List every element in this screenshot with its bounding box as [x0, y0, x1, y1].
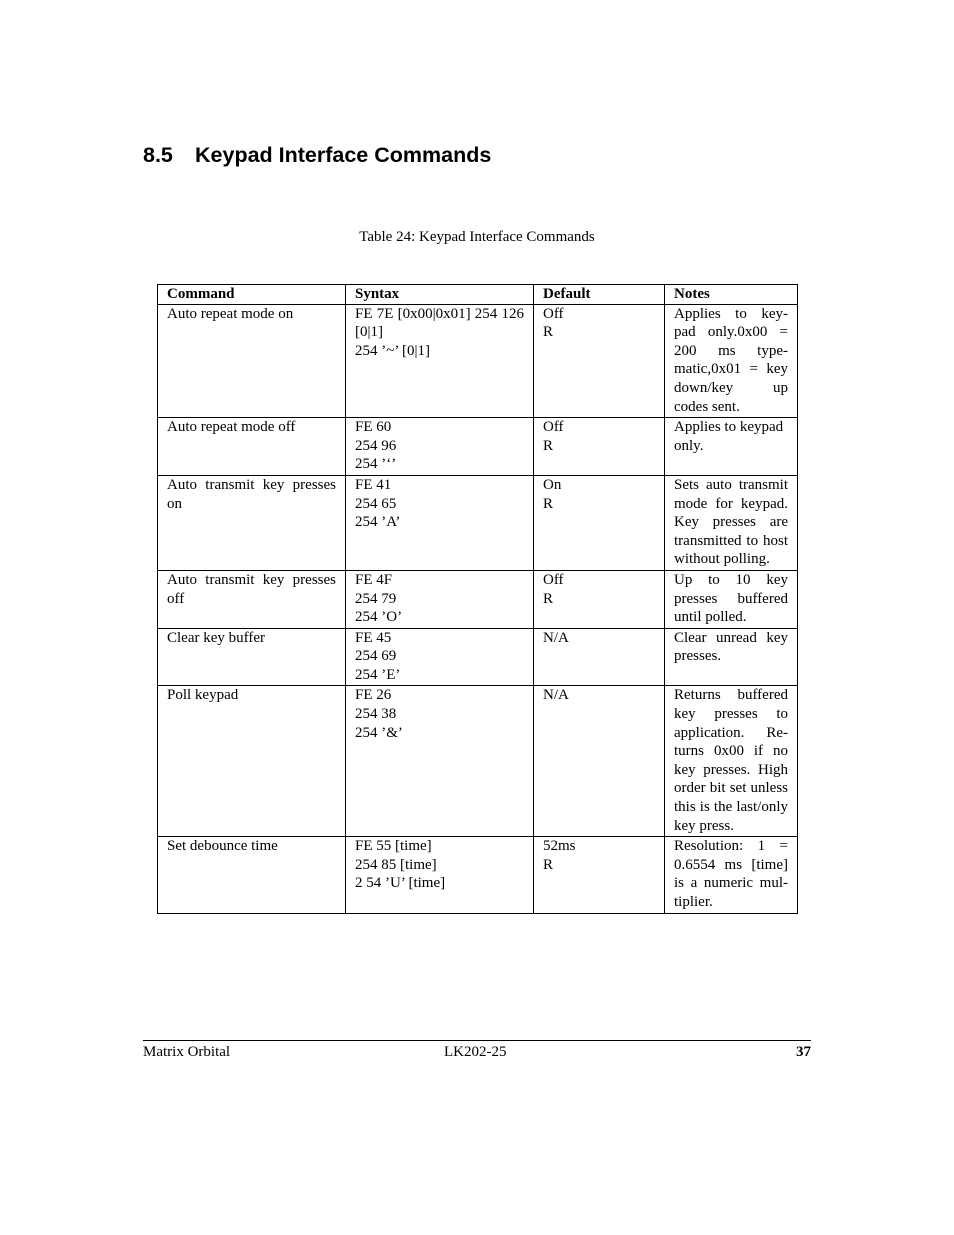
- default-line: R: [543, 856, 554, 873]
- default-line: R: [543, 437, 554, 454]
- command-cell: Auto transmit key presses on: [158, 475, 346, 570]
- default-cell: [534, 686, 665, 837]
- default-cell: [534, 475, 665, 570]
- default-cell: [534, 837, 665, 913]
- table-caption: Table 24: Keypad Interface Commands: [359, 229, 595, 245]
- syntax-line: FE 41: [355, 476, 392, 493]
- default-cell: [534, 304, 665, 418]
- syntax-line: 254 96: [355, 437, 397, 454]
- syntax-line: FE 7E [0x00|0x01] 254 126 [0|1]: [355, 305, 524, 341]
- footer-rule: [143, 1040, 811, 1041]
- syntax-line: 254 69: [355, 648, 397, 665]
- syntax-cell: [346, 418, 534, 476]
- section-heading: [143, 143, 491, 168]
- default-cell: [534, 628, 665, 686]
- table-row: [158, 418, 798, 476]
- notes-cell: Applies to key-pad only.0x00 = 200 ms type-matic,0x01 = key down/key up codes sent.: [665, 304, 798, 418]
- header-default: Default: [534, 285, 665, 305]
- header-command: Command: [158, 285, 346, 305]
- syntax-line: 254 ’A’: [355, 514, 401, 531]
- default-line: Off: [543, 571, 564, 588]
- syntax-line: 254 ’~’ [0|1]: [355, 342, 430, 359]
- command-cell: Auto repeat mode off: [158, 418, 346, 476]
- syntax-cell: [346, 837, 534, 913]
- section-number: 8.5: [143, 143, 173, 167]
- default-line: Off: [543, 419, 564, 436]
- default-line: R: [543, 495, 554, 512]
- syntax-cell: [346, 304, 534, 418]
- syntax-cell: [346, 628, 534, 686]
- footer-company: Matrix Orbital: [143, 1044, 231, 1060]
- header-notes: Notes: [665, 285, 798, 305]
- syntax-line: 254 65: [355, 495, 397, 512]
- default-line: 52ms: [543, 838, 576, 855]
- command-cell: Auto transmit key presses off: [158, 570, 346, 628]
- keypad-commands-table: [157, 284, 798, 914]
- table-header-row: [158, 285, 798, 305]
- syntax-line: 254 85 [time]: [355, 856, 437, 873]
- notes-cell: Applies to keypad only.: [665, 418, 798, 476]
- default-line: On: [543, 476, 562, 493]
- page-number: 37: [796, 1044, 811, 1060]
- footer-model: LK202-25: [444, 1044, 507, 1060]
- default-cell: [534, 570, 665, 628]
- syntax-line: 254 38: [355, 706, 397, 723]
- syntax-line: 254 ’O’: [355, 609, 403, 626]
- notes-cell: Resolution: 1 = 0.6554 ms [time] is a numeric mul-tiplier.: [665, 837, 798, 913]
- notes-cell: Clear unread key presses.: [665, 628, 798, 686]
- table-row: [158, 570, 798, 628]
- syntax-line: 2 54 ’U’ [time]: [355, 875, 446, 892]
- command-cell: Clear key buffer: [158, 628, 346, 686]
- syntax-line: 254 ’&’: [355, 724, 403, 741]
- section-title: Keypad Interface Commands: [195, 143, 492, 167]
- syntax-cell: [346, 475, 534, 570]
- syntax-cell: [346, 686, 534, 837]
- table-row: [158, 686, 798, 837]
- syntax-line: FE 55 [time]: [355, 838, 432, 855]
- syntax-line: FE 60: [355, 419, 392, 436]
- syntax-line: 254 ’‘’: [355, 456, 397, 473]
- default-line: R: [543, 590, 554, 607]
- syntax-cell: [346, 570, 534, 628]
- default-line: N/A: [543, 629, 569, 646]
- notes-cell: Sets auto transmit mode for keypad. Key presses are transmitted to host without polling.: [665, 475, 798, 570]
- table-row: [158, 628, 798, 686]
- default-line: N/A: [543, 687, 569, 704]
- default-cell: [534, 418, 665, 476]
- syntax-line: FE 4F: [355, 571, 393, 588]
- syntax-line: 254 79: [355, 590, 397, 607]
- syntax-line: 254 ’E’: [355, 666, 401, 683]
- table-row: [158, 475, 798, 570]
- command-cell: Set debounce time: [158, 837, 346, 913]
- table-row: [158, 304, 798, 418]
- default-line: Off: [543, 305, 564, 322]
- header-syntax: Syntax: [346, 285, 534, 305]
- notes-cell: Returns buffered key presses to application. Re-turns 0x00 if no key presses. High order bit set unless this is the last/only key press.: [665, 686, 798, 837]
- command-cell: Poll keypad: [158, 686, 346, 837]
- syntax-line: FE 45: [355, 629, 392, 646]
- command-cell: Auto repeat mode on: [158, 304, 346, 418]
- default-line: R: [543, 324, 554, 341]
- table-row: [158, 837, 798, 913]
- notes-cell: Up to 10 key presses buffered until polled.: [665, 570, 798, 628]
- syntax-line: FE 26: [355, 687, 392, 704]
